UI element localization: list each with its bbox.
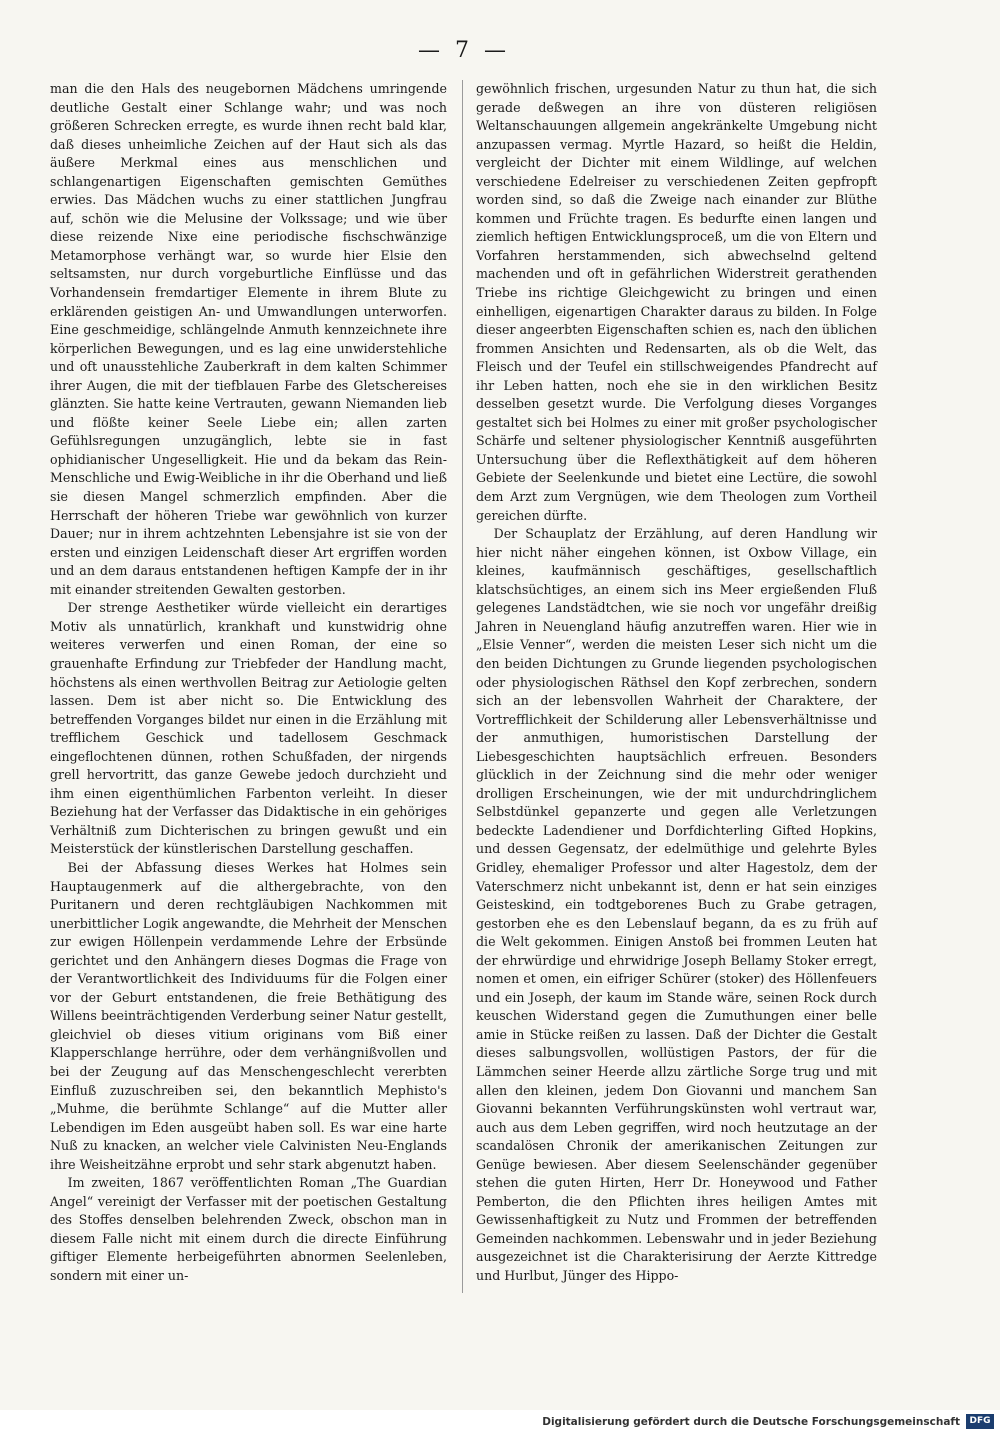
funding-credit: Digitalisierung gefördert durch die Deutsche Forschungsgemeinschaft — [542, 1416, 960, 1428]
paragraph: Im zweiten, 1867 veröffentlichten Roman „The Guardian Angel“ vereinigt der Verfasser mit der poetischen Gestaltung des Stoffes denselben belehrenden Zweck, obschon man in diesem Falle nicht mit einem durch die directe Einführung giftiger Elemente herbeigeführten abnormen Seelenleben, sondern mit einer un- — [50, 1175, 447, 1283]
paragraph: Bei der Abfassung dieses Werkes hat Holmes sein Hauptaugenmerk auf die althergebrachte, von den Puritanern und deren rechtgläubigen Nachkommen mit unerbittlicher Logik angewandte, die Mehrheit der Menschen zur ewigen Höllenpein verdammende Lehre der Erbsünde gerichtet und den Anhängern dieses Dogmas die Frage von der Verantwortlichkeit des Individuums für die Folgen einer vor der Geburt entstandenen, die freie Bethätigung des Willens beeinträchtigenden Verderbung seiner Natur gestellt, gleichviel ob dieses vitium originans vom Biß einer Klapperschlange herrühre, oder dem verhängnißvollen und bei der Zeugung auf das Menschengeschlecht vererbten Einfluß zuzuschreiben sei, den bekanntlich Mephisto's „Muhme, die berühmte Schlange“ auf die Mutter aller Lebendigen im Eden ausgeübt haben soll. Es war eine harte Nuß zu knacken, an welcher viele Calvinisten Neu-Englands ihre Weisheitzähne erprobt und sehr stark abgenutzt haben. — [50, 859, 447, 1172]
page-number: — 7 — — [418, 38, 510, 63]
footer-bar — [0, 1410, 1000, 1434]
left-column — [50, 80, 447, 1286]
column-divider — [462, 80, 463, 1293]
paragraph: Der strenge Aesthetiker würde vielleicht ein derartiges Motiv als unnatürlich, krankhaft und kunstwidrig ohne weiteres verwerfen und einen Roman, der eine so grauenhafte Erfindung zur Triebfeder der Handlung macht, höchstens als einen werthvollen Beitrag zur Aetiologie gelten lassen. Dem ist aber nicht so. Die Entwicklung des betreffenden Vorganges bildet nur einen in die Erzählung mit trefflichem Geschick und tadellosem Geschmack eingeflochtenen dünnen, rothen Schußfaden, der nirgends grell hervortritt, das ganze Gewebe jedoch durchzieht und ihm einen eigenthümlichen Farbenton verleiht. In dieser Beziehung hat der Verfasser das Didaktische in ein gehöriges Verhältniß zum Dichterischen zu bringen gewußt und ein Meisterstück der künstlerischen Darstellung geschaffen. — [50, 600, 447, 857]
paragraph: gewöhnlich frischen, urgesunden Natur zu thun hat, die sich gerade deßwegen an ihre von düsteren religiösen Weltanschauungen allgemein angekränkelte Umgebung nicht anzupassen vermag. Myrtle Hazard, so heißt die Heldin, vergleicht der Dichter mit einem Wildlinge, auf welchen verschiedene Edelreiser zu verschiedenen Zeiten gepfropft worden sind, so daß die Zweige nach einander zur Blüthe kommen und Früchte tragen. Es bedurfte einen langen und ziemlich heftigen Entwicklungsproceß, um die von Eltern und Vorfahren herstammenden, sich abwechselnd geltend machenden und oft in gefährlichen Widerstreit gerathenden Triebe ins richtige Gleichgewicht zu bringen und einen einhelligen, eigenartigen Charakter daraus zu bilden. In Folge dieser angeerbten Eigenschaften schien es, nach den üblichen frommen Ansichten und Redensarten, als ob die Welt, das Fleisch und der Teufel ein stillschweigendes Pfandrecht auf ihr Leben hatten, noch ehe sie in den wirklichen Besitz desselben gesetzt wurde. Die Verfolgung dieses Vorganges gestaltet sich bei Holmes zu einer mit großer psychologischer Schärfe und seltener physiologischer Kenntniß ausgeführten Untersuchung über die Reflexthätigkeit auf dem höheren Gebiete der Seelenkunde und bietet eine Lectüre, die sowohl dem Arzt zum Vergnügen, wie dem Theologen zum Vortheil gereichen dürfte. — [476, 81, 877, 523]
paragraph: man die den Hals des neugebornen Mädchens umringende deutliche Gestalt einer Schlange wahr; und was noch größeren Schrecken erregte, es wurde ihnen recht bald klar, daß dieses unheimliche Zeichen auf der Haut sich als das äußere Merkmal eines aus menschlichen und schlangenartigen Eigenschaften gemischten Gemüthes erwies. Das Mädchen wuchs zu einer stattlichen Jungfrau auf, schön wie die Melusine der Volkssage; und wie über diese reizende Nixe eine periodische fischschwänzige Metamorphose verhängt war, so wurde hier Elsie den seltsamsten, nur durch vorgeburtliche Einflüsse und das Vorhandensein fremdartiger Elemente in ihrem Blute zu erklärenden geistigen An- und Umwandlungen unterworfen. Eine geschmeidige, schlängelnde Anmuth kennzeichnete ihre körperlichen Bewegungen, und es lag eine unwiderstehliche und oft unausstehliche Zauberkraft in dem kalten Schimmer ihrer Augen, die mit der tiefblauen Farbe des Gletschereises glänzten. Sie hatte keine Vertrauten, gewann Niemanden lieb und flößte keiner Seele Liebe ein; allen zarten Gefühlsregungen unzugänglich, lebte sie in fast ophidianischer Ungeselligkeit. Hie und da bekam das Rein-Menschliche und Ewig-Weibliche in ihr die Oberhand und ließ sie diesen Mangel schmerzlich empfinden. Aber die Herrschaft der höheren Triebe war gewöhnlich von kurzer Dauer; nur in ihrem achtzehnten Lebensjahre ist sie von der ersten und einzigen Leidenschaft dieser Art ergriffen worden und an dem daraus entstandenen heftigen Kampfe der in ihr mit einander streitenden Gewalten gestorben. — [50, 81, 447, 597]
paragraph: Der Schauplatz der Erzählung, auf deren Handlung wir hier nicht näher eingehen können, ist Oxbow Village, ein kleines, kaufmännisch geschäftiges, gesellschaftlich klatschsüchtiges, an einem sich ins Meer ergießenden Fluß gelegenes Landstädtchen, wie sie noch vor ungefähr dreißig Jahren in Neuengland häufig anzutreffen waren. Hier wie in „Elsie Venner“, werden die meisten Leser sich nicht um die den beiden Dichtungen zu Grunde liegenden psychologischen oder physiologischen Räthsel den Kopf zerbrechen, sondern sich an der lebensvollen Wahrheit der Charaktere, der Vortrefflichkeit der Schilderung aller Lebensverhältnisse und der anmuthigen, humoristischen Darstellung der Liebesgeschichten hauptsächlich erfreuen. Besonders glücklich in der Zeichnung sind die mehr oder weniger drolligen Erscheinungen, wie der mit undurchdringlichem Selbstdünkel gepanzerte und gegen alle Verletzungen bedeckte Ladendiener und Dorfdichterling Gifted Hopkins, und dessen Gegensatz, der edelmüthige und gelehrte Byles Gridley, ehemaliger Professor und alter Hagestolz, dem der Vaterschmerz nicht unbekannt ist, denn er hat sein einziges Geisteskind, ein todtgeborenes Buch zu Grabe getragen, gestorben ehe es den Lebenslauf begann, da es zu früh auf die Welt gekommen. Einigen Anstoß bei frommen Leuten hat der ehrwürdige und ehrwidrige Joseph Bellamy Stoker erregt, nomen et omen, ein eifriger Schürer (stoker) des Höllenfeuers und ein Joseph, der kaum im Stande wäre, seinen Rock durch keuschen Widerstand gegen die Zumuthungen einer belle amie in Stücke reißen zu lassen. Daß der Dichter die Gestalt dieses salbungsvollen, wollüstigen Pastors, der für die Lämmchen seiner Heerde allzu zärtliche Sorge trug und mit allen den kleinen, jedem Don Giovanni und manchem San Giovanni bekannten Verführungskünsten wohl vertraut war, auch aus dem Leben gegriffen, wird noch heutzutage an der scandalösen Chronik der amerikanischen Zeitungen zur Genüge bewiesen. Aber diesem Seelenschänder gegenüber stehen die guten Hirten, Herr Dr. Honeywood und Father Pemberton, die den Pflichten ihres heiligen Amtes mit Gewissenhaftigkeit zu Nutz und Frommen der betreffenden Gemeinden nachkommen. Lebenswahr und in jeder Beziehung ausgezeichnet ist die Charakterisirung der Aerzte Kittredge und Hurlbut, Jünger des Hippo- — [476, 526, 877, 1283]
right-column — [476, 80, 877, 1286]
dfg-logo-icon: DFG — [966, 1414, 994, 1429]
